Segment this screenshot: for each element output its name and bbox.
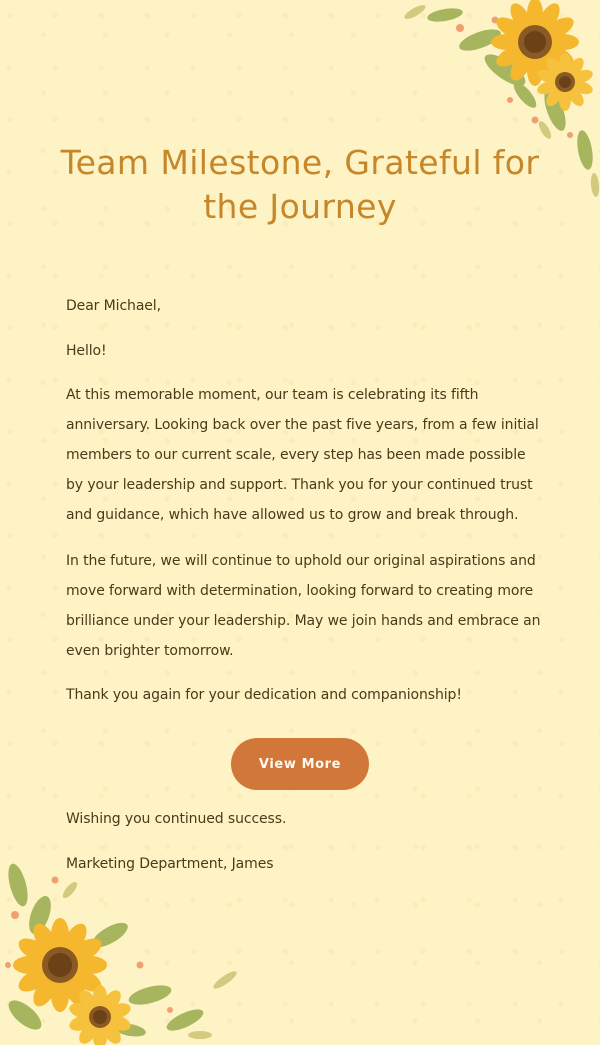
closing-text: Wishing you continued success.	[66, 811, 287, 827]
email-title: Team Milestone, Grateful for the Journey	[60, 143, 540, 226]
thanks-text: Thank you again for your dedication and companionship!	[66, 687, 462, 703]
greeting-text: Dear Michael,	[66, 298, 161, 314]
view-more-button[interactable]: View More	[231, 738, 369, 790]
hello-text: Hello!	[66, 343, 107, 359]
body-paragraph-2: In the future, we will continue to uphold our original aspirations and move forward with determination, looking forward to creating more brilliance under your leadership. May we join hands and embrace an even brighter tomorrow.	[66, 553, 541, 659]
body-paragraph-1: At this memorable moment, our team is celebrating its fifth anniversary. Looking back over the past five years, from a few initial members to our current scale, every step has been made possible by your leadership and support. Thank you for your continued trust and guidance, which have allowed us to grow and break through.	[66, 387, 539, 523]
signature-text: Marketing Department, James	[66, 856, 274, 872]
